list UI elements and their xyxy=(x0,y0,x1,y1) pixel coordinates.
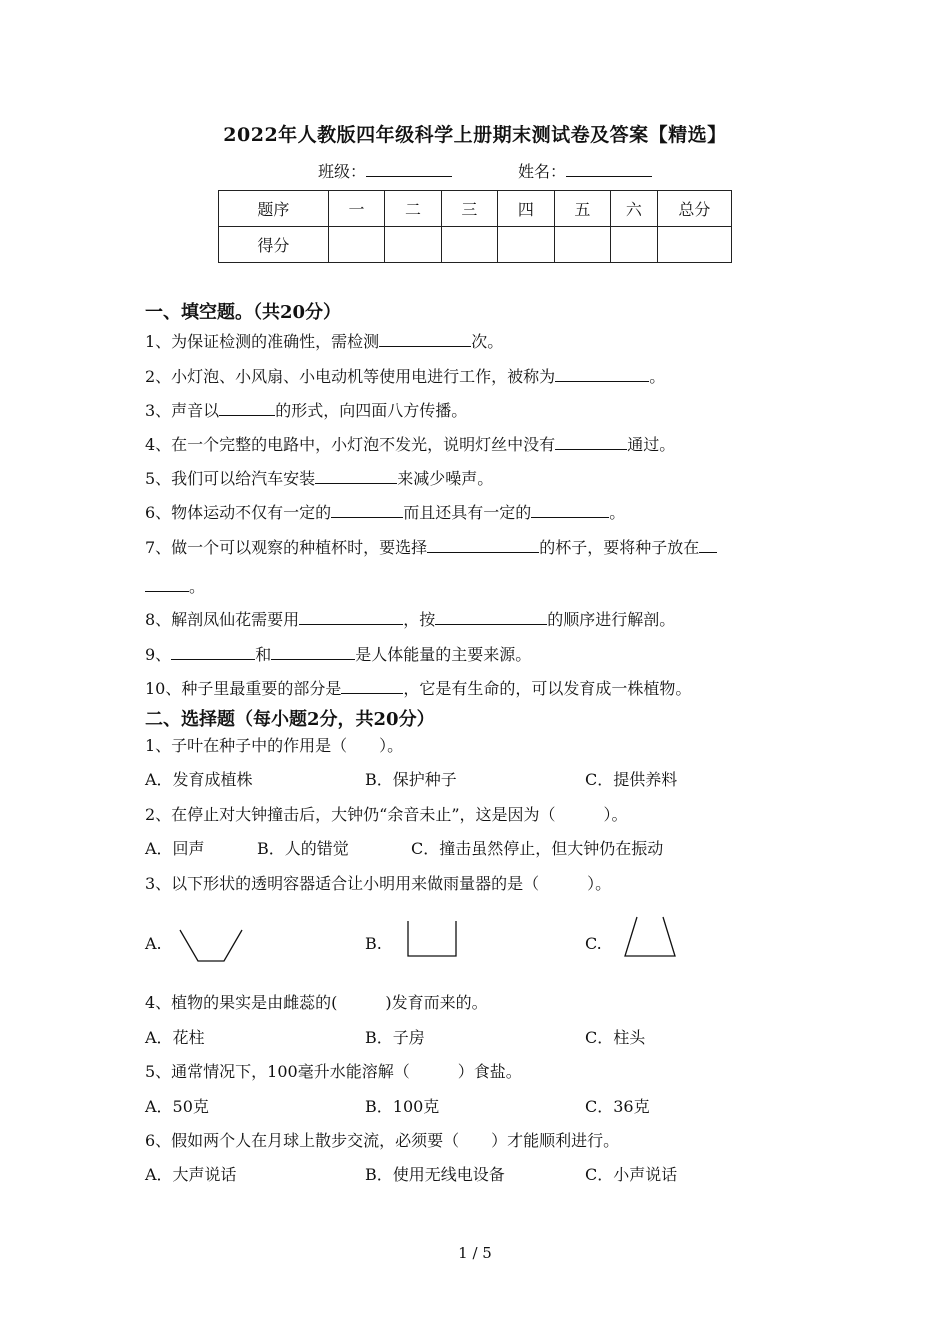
option-a[interactable]: A．花柱 xyxy=(145,1028,205,1047)
question-text: 而且还具有一定的 xyxy=(403,503,532,522)
fill-question-6 xyxy=(145,501,625,523)
name-field xyxy=(518,160,652,182)
fill-question-4 xyxy=(145,433,675,455)
answer-blank[interactable] xyxy=(219,399,275,416)
fill-question-5 xyxy=(145,467,493,489)
question-text: 10、种子里最重要的部分是 xyxy=(145,679,342,698)
class-label: 班级： xyxy=(318,162,367,181)
answer-blank[interactable] xyxy=(341,677,403,694)
score-cell[interactable] xyxy=(554,227,610,263)
question-text: 9、 xyxy=(145,645,172,664)
option-b[interactable]: B．子房 xyxy=(365,1028,425,1047)
fill-question-3 xyxy=(145,399,467,421)
score-cell[interactable] xyxy=(385,227,441,263)
answer-blank[interactable] xyxy=(379,330,471,347)
option-a[interactable]: A．大声说话 xyxy=(145,1165,237,1184)
score-header-row xyxy=(219,191,732,227)
option-c[interactable]: C．撞击虽然停止，但大钟仍在振动 xyxy=(411,839,664,858)
answer-blank[interactable] xyxy=(699,536,717,553)
fill-question-7 xyxy=(145,536,717,558)
question-text: 的杯子，要将种子放在 xyxy=(539,538,700,557)
option-a[interactable]: A. xyxy=(145,934,162,953)
page-number: 1 / 5 xyxy=(458,1244,492,1262)
question-text: ，按 xyxy=(403,610,436,629)
question-text: 。 xyxy=(609,503,626,522)
choice-question-3-stem: 3、以下形状的透明容器适合让小明用来做雨量器的是（ ）。 xyxy=(145,874,612,893)
score-cell[interactable] xyxy=(611,227,658,263)
score-header-cell: 六 xyxy=(611,191,658,227)
class-field xyxy=(318,160,452,182)
question-text: 是人体能量的主要来源。 xyxy=(355,645,532,664)
option-c[interactable]: C．柱头 xyxy=(585,1028,646,1047)
section2-heading: 二、选择题（每小题2分，共20分） xyxy=(145,709,435,730)
option-b[interactable]: B．人的错觉 xyxy=(257,839,349,858)
answer-blank[interactable] xyxy=(171,643,255,660)
question-text: 4、在一个完整的电路中，小灯泡不发光，说明灯丝中没有 xyxy=(145,435,556,454)
tapered-container-icon xyxy=(178,928,244,964)
question-text: 的顺序进行解剖。 xyxy=(547,610,676,629)
option-c[interactable]: C．36克 xyxy=(585,1097,650,1116)
score-table xyxy=(218,190,732,263)
question-text: 7、做一个可以观察的种植杯时，要选择 xyxy=(145,538,428,557)
question-text: 2、小灯泡、小风扇、小电动机等使用电进行工作，被称为 xyxy=(145,367,556,386)
score-header-cell: 四 xyxy=(498,191,554,227)
question-text: 1、为保证检测的准确性，需检测 xyxy=(145,332,380,351)
choice-question-6-stem: 6、假如两个人在月球上散步交流，必须要（ ）才能顺利进行。 xyxy=(145,1131,620,1150)
score-header-cell: 三 xyxy=(441,191,497,227)
answer-blank[interactable] xyxy=(271,643,355,660)
answer-blank[interactable] xyxy=(427,536,539,553)
choice-question-1-stem: 1、子叶在种子中的作用是（ ）。 xyxy=(145,736,404,755)
score-cell[interactable] xyxy=(657,227,731,263)
score-value-row xyxy=(219,227,732,263)
question-text: 通过。 xyxy=(627,435,676,454)
answer-blank[interactable] xyxy=(331,501,403,518)
score-header-cell: 五 xyxy=(554,191,610,227)
answer-blank[interactable] xyxy=(531,501,609,518)
question-text: 5、我们可以给汽车安装 xyxy=(145,469,316,488)
option-b[interactable]: B．保护种子 xyxy=(365,770,457,789)
flared-container-icon xyxy=(623,915,677,959)
option-c[interactable]: C．小声说话 xyxy=(585,1165,678,1184)
fill-question-10 xyxy=(145,677,691,699)
straight-container-icon xyxy=(406,919,458,959)
name-blank[interactable] xyxy=(566,160,652,177)
choice-question-2-stem: 2、在停止对大钟撞击后，大钟仍“余音未止”，这是因为（ ）。 xyxy=(145,805,628,824)
question-text: 。 xyxy=(649,367,666,386)
class-blank[interactable] xyxy=(366,160,452,177)
option-a[interactable]: A．发育成植株 xyxy=(145,770,253,789)
option-a[interactable]: A．回声 xyxy=(145,839,205,858)
fill-question-1 xyxy=(145,330,503,352)
answer-blank[interactable] xyxy=(315,467,397,484)
option-c[interactable]: C. xyxy=(585,934,602,953)
question-text: 的形式，向四面八方传播。 xyxy=(275,401,468,420)
option-b[interactable]: B．使用无线电设备 xyxy=(365,1165,505,1184)
question-text: 次。 xyxy=(471,332,504,351)
choice-question-4-stem: 4、植物的果实是由雌蕊的( )发育而来的。 xyxy=(145,993,488,1012)
option-b[interactable]: B. xyxy=(365,934,382,953)
question-text: 6、物体运动不仅有一定的 xyxy=(145,503,332,522)
option-c[interactable]: C．提供养料 xyxy=(585,770,678,789)
fill-question-2 xyxy=(145,365,665,387)
score-header-cell: 二 xyxy=(385,191,441,227)
score-header-cell: 题序 xyxy=(219,191,329,227)
section1-heading: 一、填空题。（共20分） xyxy=(145,302,342,323)
answer-blank[interactable] xyxy=(145,575,189,592)
score-row-label: 得分 xyxy=(219,227,329,263)
fill-question-8 xyxy=(145,608,675,630)
question-text: 来减少噪声。 xyxy=(397,469,494,488)
answer-blank[interactable] xyxy=(555,365,649,382)
score-cell[interactable] xyxy=(498,227,554,263)
question-text: 。 xyxy=(189,577,206,596)
score-cell[interactable] xyxy=(441,227,497,263)
score-header-cell: 总分 xyxy=(657,191,731,227)
question-text: 和 xyxy=(255,645,272,664)
option-b[interactable]: B．100克 xyxy=(365,1097,440,1116)
name-label: 姓名： xyxy=(518,162,567,181)
answer-blank[interactable] xyxy=(555,433,627,450)
page-title: 2022年人教版四年级科学上册期末测试卷及答案【精选】 xyxy=(223,124,727,146)
option-a[interactable]: A．50克 xyxy=(145,1097,209,1116)
score-header-cell: 一 xyxy=(328,191,384,227)
fill-question-7-continued xyxy=(145,575,205,597)
answer-blank[interactable] xyxy=(299,608,403,625)
score-cell[interactable] xyxy=(328,227,384,263)
question-text: 8、解剖凤仙花需要用 xyxy=(145,610,300,629)
question-text: ，它是有生命的，可以发育成一株植物。 xyxy=(403,679,692,698)
question-text: 3、声音以 xyxy=(145,401,220,420)
answer-blank[interactable] xyxy=(435,608,547,625)
fill-question-9 xyxy=(145,643,531,665)
choice-question-5-stem: 5、通常情况下，100毫升水能溶解（ ）食盐。 xyxy=(145,1062,522,1081)
